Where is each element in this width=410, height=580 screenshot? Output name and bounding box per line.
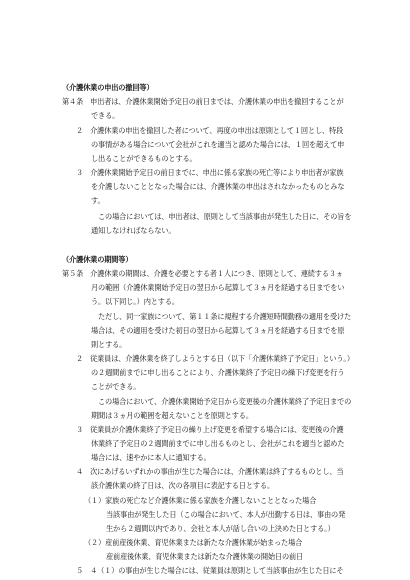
article-4-line: 通知しなければならない。 [91,226,176,235]
article-4-line: できる。 [91,111,120,120]
article-5-line: 場合は、その適用を受けた初日の翌日から起算して３ヵ月を経過する日までを原 [91,326,345,335]
article-5-line: 当該事由が発生した日（この場合において、本人が出勤する日は、事由の発 [106,510,346,519]
article-5-line: （１）家族の死亡など介護休業に係る家族を介護しないこととなった場合 [84,496,317,505]
section-heading-withdrawal: （介護休業の申出の撤回等） [62,83,154,92]
article-5-line: 場合には、速やかに本人に通知する。 [91,453,211,462]
article-5-line: （２）産前産後休業、育児休業または新たな介護休業が始まった場合 [84,538,303,547]
article-5-line: ３ 従業員が介護休業終了予定日の繰り上げ変更を希望する場合には、変更後の介護 [76,425,344,434]
article-5-line: この場合において、介護休業開始予定日から変更後の介護休業終了予定日までの [98,397,352,406]
article-4-line: の事情がある場合について会社がこれを適当と認めた場合には、１回を超えて申 [91,140,345,149]
article-5-line: う。以下同じ。）内とする。 [91,297,179,306]
article-5-line: 産前産後休業、育児休業または新たな介護休業の開始日の前日 [106,552,304,561]
article-4-line: この場合においては、申出者は、原則として当該事由が発生した日に、その旨を [98,212,352,221]
article-5-line: ことができる。 [91,382,141,391]
article-4-line: ３ 介護休業開始予定日の前日までに、申出に係る家族の死亡等により申出者が家族 [76,168,344,177]
article-5-line: 生から２週間以内であり、会社と本人が話し合いの上決めた日とする。） [106,524,335,533]
article-5-line: ２ 従業員は、介護休業を終了しようとする日（以下「介護休業終了予定日」という。） [76,354,354,363]
article-5-line: ただし、同一家族について、第１１条に規程する介護短時間勤務の適用を受けた [98,312,352,321]
article-5-line: 月の範囲（介護休業開始予定日の翌日から起算して３ヵ月を経過する日までをい [91,283,345,292]
article-4-line: を介護しないこととなった場合には、介護休業の申出はされなかったものとみな [91,182,345,191]
article-5-line: 第５条 介護休業の期間は、介護を必要とする者１人につき、原則として、連続する３ヵ [62,269,343,278]
article-5-line: 期間は３ヵ月の範囲を超えないことを原則とする。 [91,411,253,420]
article-5-line: 該介護休業の終了日は、次の各項目に表記する日とする。 [91,481,274,490]
article-5-line: 則とする。 [91,340,127,349]
article-4-line: す。 [91,196,105,205]
article-5-line: ５ ４（１）の事由が生じた場合には、従業員は原則として当該事由が生じた日にそ [76,566,344,575]
article-4-line: ２ 介護休業の申出を撤回した者について、再度の申出は原則として１回とし、特段 [76,126,344,135]
article-5-line: 休業終了予定日の２週間前までに申し出るものとし、会社がこれを適当と認めた [91,439,345,448]
article-4-line: 第４条 申出者は、介護休業開始予定日の前日までは、介護休業の申出を撤回することが [62,97,344,106]
article-5-line: の２週間前までに申し出ることにより、介護休業終了予定日の繰下げ変更を行う [91,368,345,377]
article-4-line: し出ることができるものとする。 [91,154,197,163]
section-heading-period: （介護休業の期間等） [62,255,133,264]
article-5-line: ４ 次にあげるいずれかの事由が生じた場合には、介護休業は終了するものとし、当 [76,467,344,476]
